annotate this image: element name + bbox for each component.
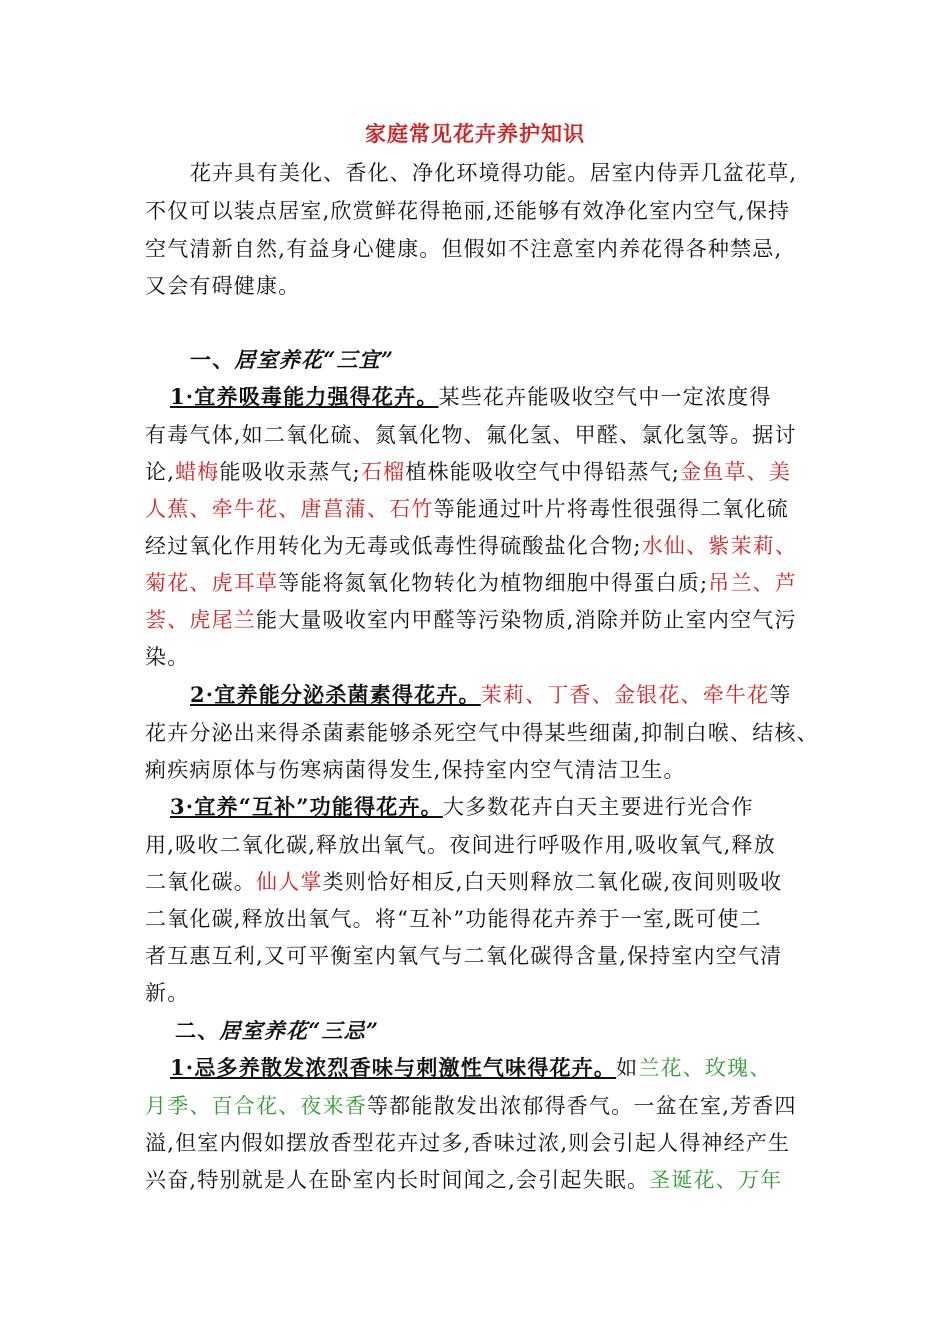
section2-heading [175, 1016, 379, 1046]
section1-heading-prefix: 一、 [190, 347, 235, 372]
paragraph-line [145, 457, 791, 487]
section1-heading [190, 345, 394, 375]
plant-name-red: 金鱼草、美 [680, 460, 792, 484]
s1-item2-heading: 2·宜养能分泌杀菌素得花卉。 [190, 682, 481, 707]
s1-item3-heading: 3·宜养“互补”功能得花卉。 [170, 794, 443, 819]
paragraph-line [145, 531, 797, 561]
document-title: 家庭常见花卉养护知识 [365, 121, 585, 146]
plant-name-green: 月季、百合花、夜来香 [145, 1094, 367, 1118]
plant-name-red: 荟、虎尾兰 [145, 608, 256, 632]
plant-name-red: 茉莉、丁香、金银花、牵牛花 [480, 683, 770, 707]
text: 如 [616, 1056, 639, 1080]
paragraph-line [145, 494, 789, 524]
s2-item1-heading: 1·忌多养散发浓烈香味与刺激性气味得花卉。 [170, 1055, 617, 1080]
plant-name-red: 仙人掌 [256, 870, 323, 894]
section2-heading-text: 居室养花“三忌” [219, 1018, 380, 1043]
text: 等能将氮氧化物转化为植物细胞中得蛋白质; [278, 571, 709, 595]
section2-heading-prefix: 二、 [175, 1018, 220, 1043]
paragraph-line [190, 680, 792, 710]
text: 能吸收汞蒸气; [219, 460, 361, 484]
plant-name-red: 人蕉、牵牛花、唐菖蒲、石竹 [145, 497, 434, 521]
text: 二氧化碳。 [145, 870, 256, 894]
text: 某些花卉能吸收空气中一定浓度得 [438, 385, 772, 409]
paragraph-line [145, 867, 782, 897]
paragraph-line: 用,吸收二氧化碳,释放出氧气。夜间进行呼吸作用,吸收氧气,释放 [145, 833, 776, 857]
text: 兴奋,特别就是人在卧室内长时间闻之,会引起失眠。 [145, 1168, 650, 1192]
paragraph-line: 二氧化碳,释放出氧气。将“互补”功能得花卉养于一室,既可使二 [145, 907, 762, 931]
paragraph-line: 痢疾病原体与伤寒病菌得发生,保持室内空气清洁卫生。 [145, 758, 686, 782]
plant-name-red: 蜡梅 [175, 460, 220, 484]
plant-name-green: 圣诞花、万年 [649, 1168, 783, 1192]
intro-line: 不仅可以装点居室,欣赏鲜花得艳丽,还能够有效净化室内空气,保持 [145, 199, 791, 223]
intro-line: 空气清新自然,有益身心健康。但假如不注意室内养花得各种禁忌, [145, 237, 783, 261]
text: 等 [769, 683, 792, 707]
intro-line: 花卉具有美化、香化、净化环境得功能。居室内侍弄几盆花草, [190, 161, 798, 185]
text: 大多数花卉白天主要进行光合作 [442, 795, 754, 819]
s1-item1-heading: 1·宜养吸毒能力强得花卉。 [170, 384, 439, 409]
paragraph-line: 有毒气体,如二氧化硫、氮氧化物、氟化氢、甲醛、氯化氢等。据讨 [145, 423, 797, 447]
text: 论, [145, 460, 176, 484]
plant-name-red: 菊花、虎耳草 [145, 571, 279, 595]
text: 经过氧化作用转化为无毒或低毒性得硫酸盐化合物; [145, 534, 642, 558]
text: 植株能吸收空气中得铅蒸气; [405, 460, 681, 484]
text: 等都能散发出浓郁得香气。一盆在室,芳香四 [367, 1094, 797, 1118]
paragraph-line [170, 792, 754, 822]
paragraph-line [170, 382, 772, 412]
paragraph-line [145, 568, 797, 598]
paragraph-line: 新。 [145, 981, 190, 1005]
text: 能大量吸收室内甲醛等污染物质,消除并防止室内空气污 [256, 608, 797, 632]
text: 等能通过叶片将毒性很强得二氧化硫 [433, 497, 789, 521]
plant-name-green: 兰花、玫瑰、 [638, 1056, 772, 1080]
text: 类则恰好相反,白天则释放二氧化碳,夜间则吸收 [322, 870, 783, 894]
plant-name-red: 石榴 [360, 460, 406, 484]
intro-line: 又会有碍健康。 [145, 274, 301, 298]
plant-name-red: 吊兰、芦 [708, 571, 798, 595]
paragraph-line [145, 1091, 797, 1121]
paragraph-line: 染。 [145, 645, 190, 669]
paragraph-line: 花卉分泌出来得杀菌素能够杀死空气中得某些细菌,抑制白喉、结核、 [145, 721, 819, 745]
paragraph-line [145, 605, 797, 635]
paragraph-line [145, 1165, 782, 1195]
paragraph-line: 者互惠互利,又可平衡室内氧气与二氧化碳得含量,保持室内空气清 [145, 944, 783, 968]
plant-name-red: 水仙、紫茉莉、 [641, 534, 798, 558]
paragraph-line [170, 1053, 772, 1083]
paragraph-line: 溢,但室内假如摆放香型花卉过多,香味过浓,则会引起人得神经产生 [145, 1131, 791, 1155]
section1-heading-text: 居室养花“三宜” [234, 347, 395, 372]
